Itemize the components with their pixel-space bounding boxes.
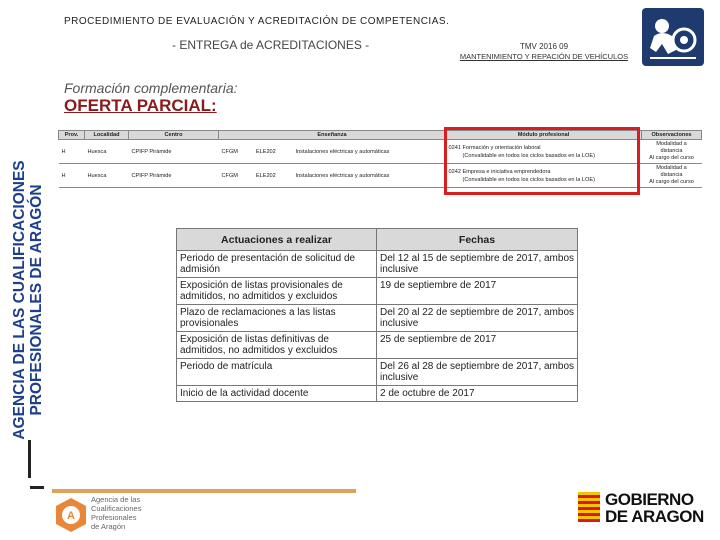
section-heading [64,96,217,116]
gobierno-line1: GOBIERNO [605,490,694,509]
agency-vertical-line2: PROFESIONALES DE ARAGÓN [28,184,45,416]
offer-modulo-name: 0241 Formación y orientación laboral [448,144,541,151]
offer-prov: H [59,164,85,188]
offer-obs-line3: Al cargo del curso [649,179,694,185]
offer-col-centro: Centro [129,131,219,140]
schedule-date: 19 de septiembre de 2017 [377,278,578,305]
schedule-date: 2 de octubre de 2017 [377,386,578,402]
offer-obs-line2: distancia [660,172,683,178]
offer-modulo-note: (Convalidable en todos los ciclos basados en la LOE) [462,152,595,159]
offer-col-prov: Prov. [59,131,85,140]
gobierno-line2: DE ARAGON [605,507,704,526]
agency-footer-line3: Profesionales [91,513,137,522]
offer-centro: CPIFP Pirámide [129,140,219,164]
schedule-row [177,359,578,386]
offer-codigo: ELE202 [253,164,293,188]
schedule-date: Del 20 al 22 de septiembre de 2017, ambos inclusive [377,305,578,332]
page-header-title: PROCEDIMIENTO DE EVALUACIÓN Y ACREDITACIÓN DE COMPETENCIAS. [64,16,450,27]
program-name: MANTENIMIENTO Y REPACIÓN DE VEHÍCULOS [459,52,629,61]
schedule-action: Periodo de matrícula [177,359,377,386]
schedule-action: Exposición de listas provisionales de admitidos, no admitidos y excluidos [177,278,377,305]
mechanic-icon [642,8,704,66]
aragon-flag-icon [578,492,600,522]
schedule-date: Del 26 al 28 de septiembre de 2017, ambos inclusive [377,359,578,386]
offer-centro: CPIFP Pirámide [129,164,219,188]
mechanic-logo [642,8,704,66]
agency-footer-name [91,495,141,531]
schedule-row [177,278,578,305]
offer-obs [642,164,702,188]
footer-rule [52,489,356,493]
offer-prov: H [59,140,85,164]
schedule-row [177,386,578,402]
offer-obs-line3: Al cargo del curso [649,155,694,161]
schedule-row [177,305,578,332]
schedule-action: Periodo de presentación de solicitud de admisión [177,251,377,278]
section-heading-text: OFERTA PARCIAL [64,96,212,115]
offer-localidad: Huesca [85,140,129,164]
offer-obs-line1: Modalidad a [656,165,687,171]
schedule-header-row [177,229,578,251]
side-rule [30,486,44,489]
gobierno-aragon-logo [605,491,704,525]
offer-modulo-note: (Convalidable en todos los ciclos basados en la LOE) [462,176,595,183]
program-code-block [452,42,636,62]
offer-nivel: CFGM [219,140,253,164]
section-heading-colon: : [211,96,217,115]
schedule-date: 25 de septiembre de 2017 [377,332,578,359]
offer-ensenanza: Instalaciones eléctricas y automáticas [293,164,446,188]
schedule-action: Exposición de listas definitivas de admitidos, no admitidos y excluidos [177,332,377,359]
schedule-row [177,332,578,359]
schedule-table [176,228,578,402]
agency-footer-line2: Cualificaciones [91,504,142,513]
offer-col-modulo: Módulo profesional [446,131,642,140]
agency-vertical-title [11,160,45,439]
side-band [0,0,56,540]
schedule-col-dates: Fechas [377,229,578,251]
offer-localidad: Huesca [85,164,129,188]
agency-footer-line1: Agencia de las [91,495,141,504]
offer-modulo-name: 0242 Empresa e iniciativa emprendedora [448,168,551,175]
offer-obs-line1: Modalidad a [656,141,687,147]
agency-footer-line4: de Aragón [91,522,126,531]
offer-obs-line2: distancia [660,148,683,154]
offer-obs [642,140,702,164]
modulo-highlight-box [444,127,640,195]
svg-text:A: A [67,510,75,522]
schedule-col-actions: Actuaciones a realizar [177,229,377,251]
schedule-row [177,251,578,278]
offer-col-ensenanza: Enseñanza [219,131,446,140]
offer-col-obs: Observaciones [642,131,702,140]
agency-vertical-line1: AGENCIA DE LAS CUALIFICACIONES [11,160,28,440]
page-header-subtitle: - ENTREGA de ACREDITACIONES - [172,38,370,52]
offer-codigo: ELE202 [253,140,293,164]
offer-col-localidad: Localidad [85,131,129,140]
section-label: Formación complementaria: [64,80,238,96]
schedule-action: Inicio de la actividad docente [177,386,377,402]
side-divider [28,440,31,478]
program-code: TMV 2016 09 [519,42,569,51]
offer-ensenanza: Instalaciones eléctricas y automáticas [293,140,446,164]
schedule-action: Plazo de reclamaciones a las listas provisionales [177,305,377,332]
agency-logo-icon [54,496,88,534]
offer-nivel: CFGM [219,164,253,188]
schedule-date: Del 12 al 15 de septiembre de 2017, ambos inclusive [377,251,578,278]
